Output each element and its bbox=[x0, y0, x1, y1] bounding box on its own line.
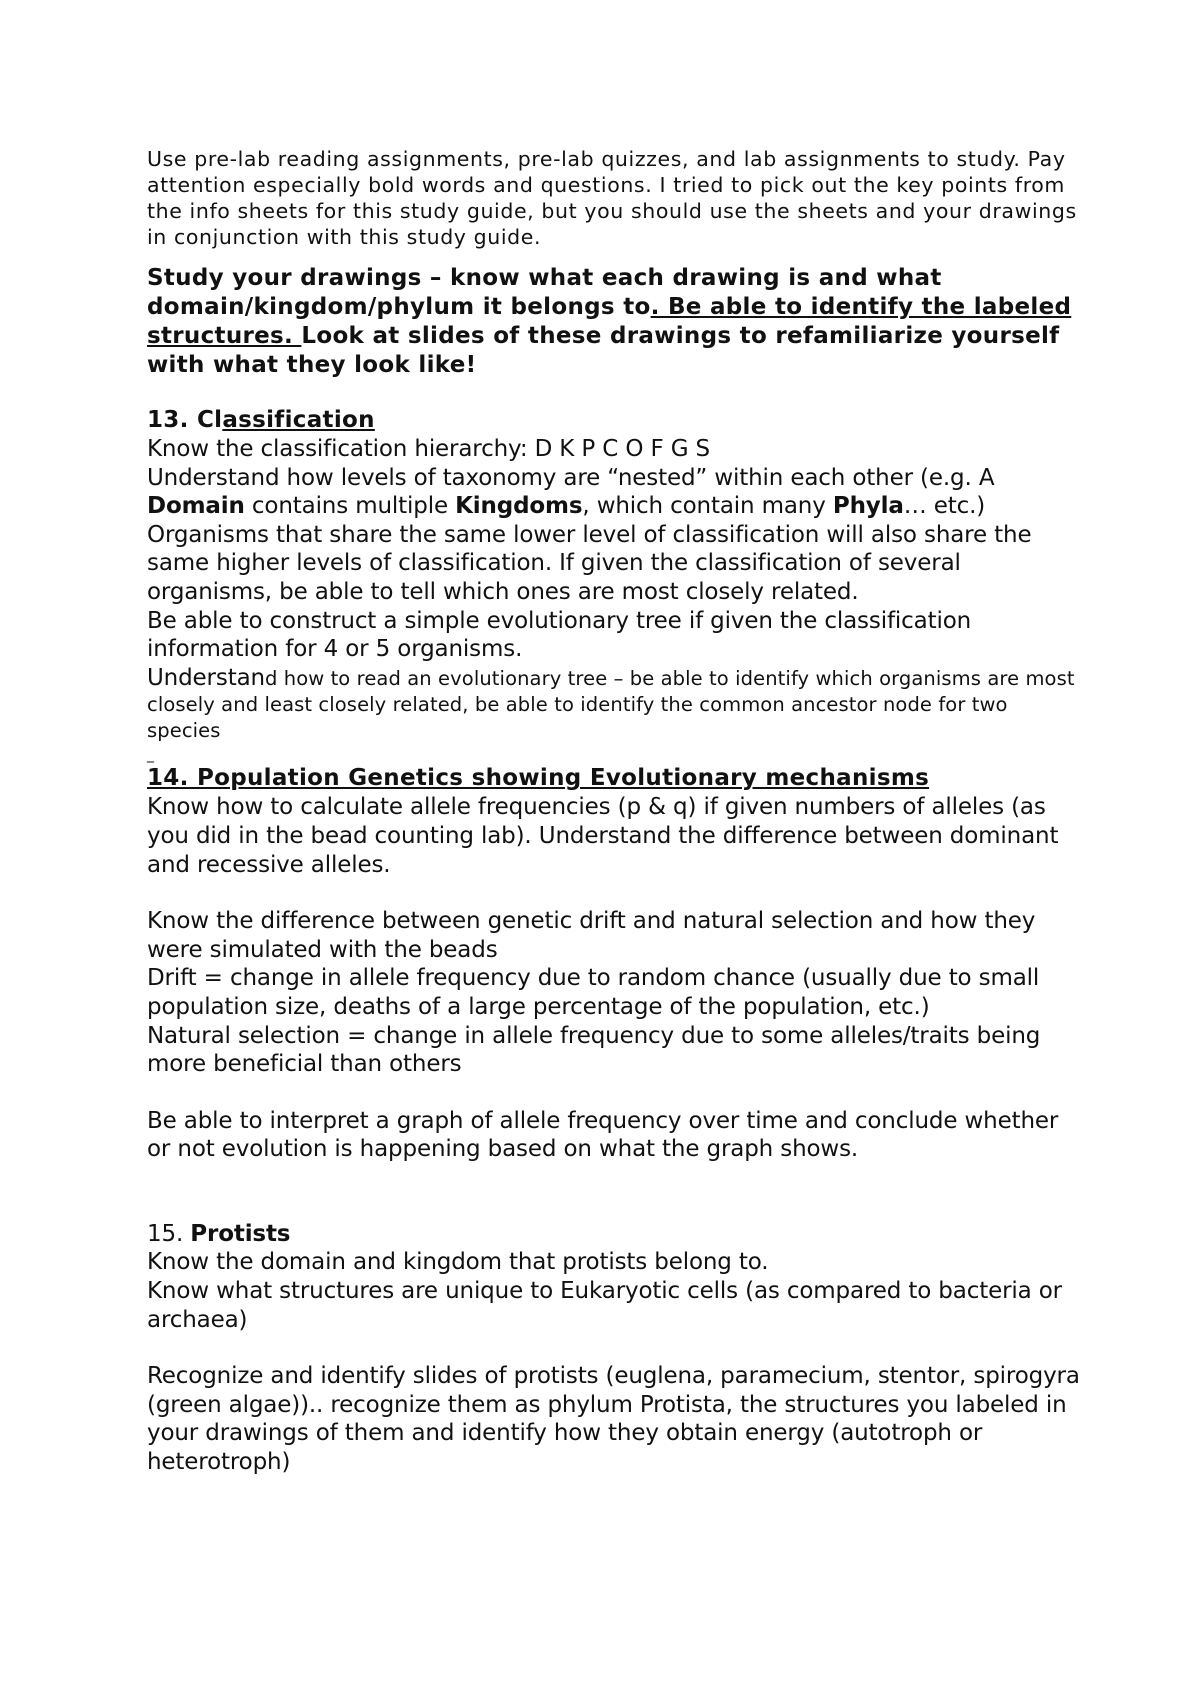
section-13-heading-prefix: 13. Cl bbox=[147, 407, 223, 433]
understand-prefix: Understan bbox=[147, 664, 265, 691]
protist-domain-line: Know the domain and kingdom that protists belong to. bbox=[147, 1249, 769, 1276]
protist-slides-paragraph: Recognize and identify slides of protists (euglena, paramecium, stentor, spirogyra (green algae)).. recognize them as phylum Protista, the structures you labeled in your drawings of them and identify how they obtain energy (autotroph or heterotroph) bbox=[147, 1363, 1080, 1476]
evolutionary-tree-read-paragraph bbox=[147, 664, 1087, 745]
nested-text-d: … etc.) Organisms that share the same lower level of classification will also share the same higher levels of classification. If given the classification of several organisms, be able to tell which ones are most closely related. bbox=[147, 493, 1032, 605]
domain-bold: Domain bbox=[147, 493, 245, 520]
kingdoms-bold: Kingdoms bbox=[455, 493, 583, 520]
nested-text-b: contains multiple bbox=[244, 493, 456, 520]
section-13-heading bbox=[147, 406, 1087, 435]
classification-hierarchy-line: Know the classification hierarchy: D K P C O F G S bbox=[147, 436, 710, 462]
nested-text-a: Understand how levels of taxonomy are “nested” within each other (e.g. A bbox=[147, 464, 995, 491]
document-page bbox=[147, 146, 1087, 1477]
understand-rest: d how to read an evolutionary tree – be able to identify which organisms are most closely and least closely related, be able to identify the common ancestor node for two species bbox=[147, 666, 1075, 743]
drift-definition: Drift = change in allele frequency due to random chance (usually due to small population size, deaths of a large percentage of the population, etc.) bbox=[147, 965, 1040, 1020]
evolutionary-tree-construct-line: Be able to construct a simple evolutionary tree if given the classification information for 4 or 5 organisms. bbox=[147, 607, 972, 663]
graph-interpretation-paragraph: Be able to interpret a graph of allele frequency over time and conclude whether or not evolution is happening based on what the graph shows. bbox=[147, 1107, 1059, 1163]
nested-text-c: , which contain many bbox=[582, 493, 833, 520]
section-15-title: Protists bbox=[190, 1220, 291, 1247]
natural-selection-definition: Natural selection = change in allele frequency due to some alleles/traits being more beneficial than others bbox=[147, 1022, 1041, 1078]
study-note-part3: Look at slides of these drawings to refamiliarize yourself with what they look like! bbox=[147, 323, 1060, 378]
taxonomy-nested-paragraph bbox=[147, 464, 1087, 607]
section-15-number: 15. bbox=[147, 1220, 191, 1247]
section-15-heading bbox=[147, 1220, 1087, 1249]
allele-frequency-paragraph: Know how to calculate allele frequencies (p & q) if given numbers of alleles (as you did in the bead counting lab). Understand the difference between dominant and recessive alleles. bbox=[147, 794, 1059, 878]
study-drawings-note bbox=[147, 264, 1087, 380]
study-note-part1: Study your drawings – know what each drawing is and what domain/kingdom/phylum it belongs to bbox=[147, 265, 942, 320]
intro-paragraph: Use pre-lab reading assignments, pre-lab quizzes, and lab assignments to study. Pay attention especially bold words and questions. I tried to pick out the key points from the info sheets for this study guide, but you should use the sheets and your drawings in conjunction with this study guide. bbox=[147, 147, 1077, 249]
section-14-heading: 14. Population Genetics showing Evolutionary mechanisms bbox=[147, 765, 930, 792]
study-note-part2: . Be able to identify the labeled structures. bbox=[147, 294, 1072, 349]
phyla-bold: Phyla bbox=[832, 493, 904, 520]
separator-dash: _ bbox=[147, 747, 155, 764]
section-13-heading-rest: assification bbox=[222, 407, 375, 433]
drift-vs-selection-paragraph: Know the difference between genetic drift and natural selection and how they were simulated with the beads bbox=[147, 908, 1036, 963]
eukaryotic-structures-line: Know what structures are unique to Eukaryotic cells (as compared to bacteria or archaea) bbox=[147, 1278, 1062, 1333]
